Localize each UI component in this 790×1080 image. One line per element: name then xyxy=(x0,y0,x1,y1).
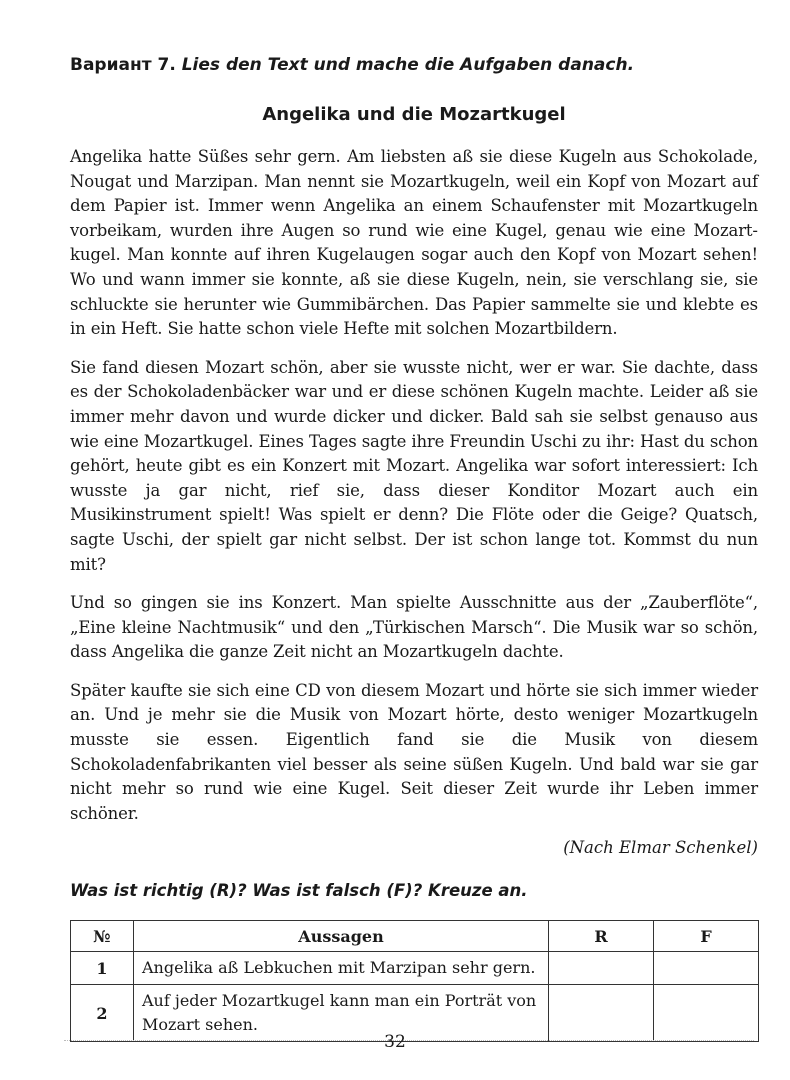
text-title: Angelika und die Mozartkugel xyxy=(262,104,566,125)
header-statements: Aussagen xyxy=(134,921,549,952)
paragraph-2: Sie fand diesen Mozart schön, aber sie wusste nicht, wer er war. Sie dachte, dass es der Schokoladenbäcker war und er diese schönen Kugeln machte. Leider aß sie immer mehr davon und wurde dicker und dicker. Bald sah sie selbst genauso aus wie eine Mozartkugel. Eines Tages sagte ihre Freundin Uschi zu ihr: Hast du schon gehört, heute gibt es ein Konzert mit Mozart. Angelika war sofort interessiert: Ich wusste ja gar nicht, rief sie, dass dieser Konditor Mozart auch ein Musikinstrument spielt! Was spielt er denn? Die Flöte oder die Geige? Quatsch, sagte Uschi, der spielt gar nicht selbst. Der ist schon lange tot. Kommst du nun mit? xyxy=(70,357,758,574)
row-statement: Angelika aß Lebkuchen mit Marzipan sehr gern. xyxy=(134,952,549,985)
header-falsch: F xyxy=(654,921,759,952)
paragraph-3: Und so gingen sie ins Konzert. Man spielte Ausschnitte aus der „Zauberflöte“, „Eine kleine Nachtmusik“ und den „Türkischen Marsch“. Die Musik war so schön, dass Angelika die ganze Zeit nicht an Mozartkugeln dachte. xyxy=(70,593,758,662)
paragraph-1: Angelika hatte Süßes sehr gern. Am liebsten aß sie diese Kugeln aus Schokolade, Nougat und Marzipan. Man nennt sie Mozartkugeln, weil ein Kopf von Mozart auf dem Papier ist. Immer wenn Angelika an einem Schaufenster mit Mozartkugeln vorbeikam, wurden ihre Augen so rund wie eine Kugel, genau wie eine Mozartkugel. Man konnte auf ihren Kugelaugen sogar auch den Kopf von Mozart sehen! Wo und wann immer sie konnte, aß sie diese Kugeln, nein, sie verschlang sie, sie schluckte sie herunter wie Gummibärchen. Das Papier sammelte sie und klebte es in ein Heft. Sie hatte schon viele Hefte mit solchen Mozartbildern. xyxy=(70,147,758,339)
richtig-checkbox-cell[interactable] xyxy=(549,952,654,985)
variant-label: Вариант 7. xyxy=(70,55,176,75)
answer-table xyxy=(70,920,759,1042)
variant-header xyxy=(70,52,758,78)
row-number: 1 xyxy=(71,952,134,985)
task-instruction: Was ist richtig (R)? Was ist falsch (F)? Kreuze an. xyxy=(70,881,528,901)
source-citation: (Nach Elmar Schenkel) xyxy=(563,838,758,858)
header-richtig: R xyxy=(549,921,654,952)
row-number: 2 xyxy=(71,985,134,1042)
header-number: № xyxy=(71,921,134,952)
variant-instruction: Lies den Text und mache die Aufgaben danach. xyxy=(181,55,635,75)
document-page xyxy=(70,52,758,1042)
page-number: 32 xyxy=(384,1032,406,1052)
paragraph-4: Später kaufte sie sich eine CD von diesem Mozart und hörte sie sich immer wieder an. Und je mehr sie die Musik von Mozart hörte, desto weniger Mozartkugeln musste sie essen. Eigentlich fand sie die Musik von diesem Schokoladenfabrikanten viel besser als seine süßen Kugeln. Und bald war sie gar nicht mehr so rund wie eine Kugel. Seit dieser Zeit wurde ihr Leben immer schöner. xyxy=(70,680,758,823)
table-header-row xyxy=(71,921,759,952)
table-row xyxy=(71,952,759,985)
falsch-checkbox-cell[interactable] xyxy=(654,952,759,985)
row-statement: Auf jeder Mozartkugel kann man ein Porträt von Mozart sehen. xyxy=(134,985,549,1042)
